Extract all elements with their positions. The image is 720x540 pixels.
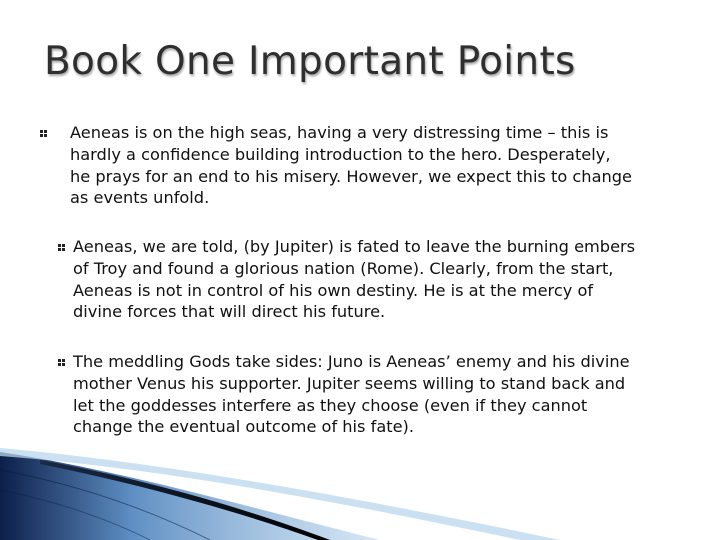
slide-title: Book One Important Points bbox=[44, 39, 576, 84]
four-square-bullet-icon bbox=[58, 359, 65, 366]
bullet-line: of Troy and found a glorious nation (Rome). Clearly, from the start, bbox=[73, 258, 614, 278]
bullet-line: let the goddesses interfere as they choose (even if they cannot bbox=[73, 395, 588, 415]
bullet-line: as events unfold. bbox=[70, 188, 210, 208]
bullet-text-3 bbox=[73, 351, 630, 438]
bullet-line: hardly a confidence building introduction to the hero. Desperately, bbox=[70, 144, 611, 164]
four-square-bullet-icon bbox=[58, 244, 65, 251]
bullet-line: Aeneas, we are told, (by Jupiter) is fated to leave the burning embers bbox=[73, 237, 636, 256]
bullet-line: he prays for an end to his misery. However, we expect this to change bbox=[70, 166, 632, 186]
bullet-line: change the eventual outcome of his fate). bbox=[73, 417, 415, 437]
bullet-text-2 bbox=[73, 236, 635, 323]
bullet-line: divine forces that will direct his future. bbox=[73, 302, 386, 322]
bullet-line: mother Venus his supporter. Jupiter seems willing to stand back and bbox=[73, 373, 626, 393]
four-square-bullet-icon bbox=[40, 130, 47, 137]
corner-swoosh-decoration bbox=[0, 440, 720, 540]
bullet-line: Aeneas is not in control of his own destiny. He is at the mercy of bbox=[73, 280, 594, 300]
bullet-line: Aeneas is on the high seas, having a very distressing time – this is bbox=[70, 123, 609, 142]
bullet-line: The meddling Gods take sides: Juno is Aeneas’ enemy and his divine bbox=[73, 352, 630, 371]
bullet-text-1 bbox=[70, 122, 632, 209]
